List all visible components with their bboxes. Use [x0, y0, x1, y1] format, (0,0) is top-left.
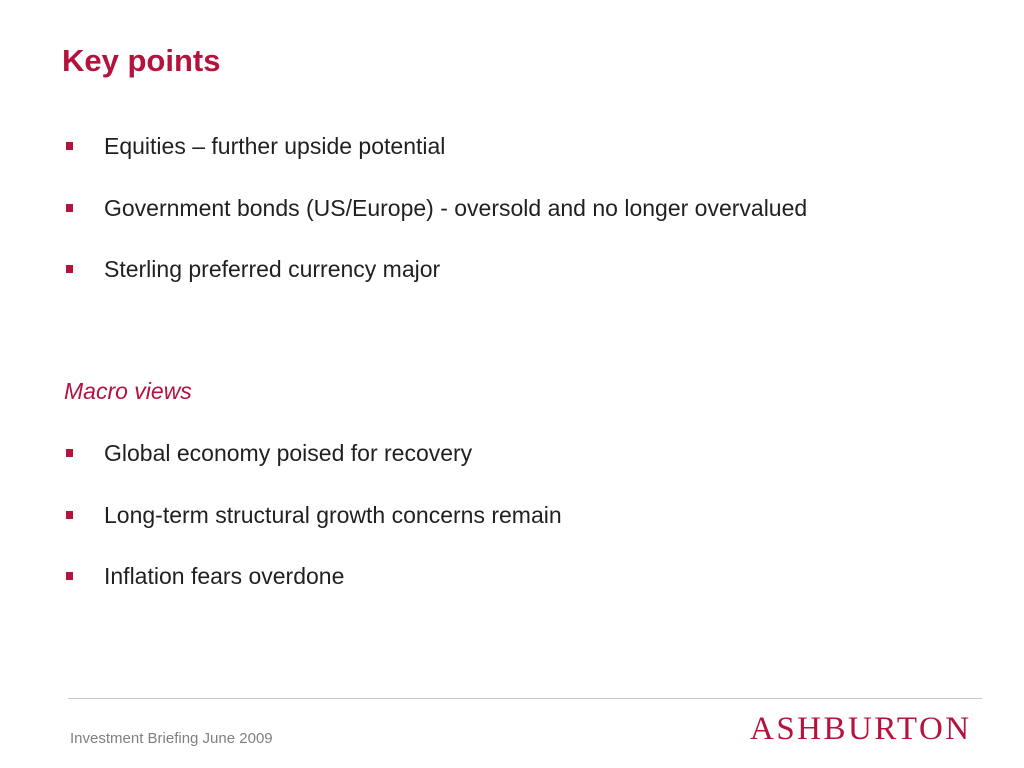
- square-bullet-icon: [66, 142, 73, 150]
- square-bullet-icon: [66, 265, 73, 273]
- bullet-text: Inflation fears overdone: [104, 563, 345, 589]
- bullet-text: Sterling preferred currency major: [104, 256, 441, 282]
- square-bullet-icon: [66, 572, 73, 580]
- bullet-text: Global economy poised for recovery: [104, 440, 473, 466]
- bullet-text: Government bonds (US/Europe) - oversold and no longer overvalued: [104, 194, 808, 221]
- square-bullet-icon: [66, 204, 73, 212]
- square-bullet-icon: [66, 511, 73, 519]
- footer-divider: [68, 698, 982, 699]
- macro-views-heading: Macro views: [64, 378, 192, 404]
- slide-title: Key points: [62, 43, 221, 78]
- footer-text: Investment Briefing June 2009: [70, 730, 273, 747]
- bullet-text: Equities – further upside potential: [104, 133, 446, 159]
- ashburton-logo: ASHBURTON: [750, 711, 972, 747]
- bullet-text: Long-term structural growth concerns remain: [104, 501, 562, 528]
- square-bullet-icon: [66, 449, 73, 457]
